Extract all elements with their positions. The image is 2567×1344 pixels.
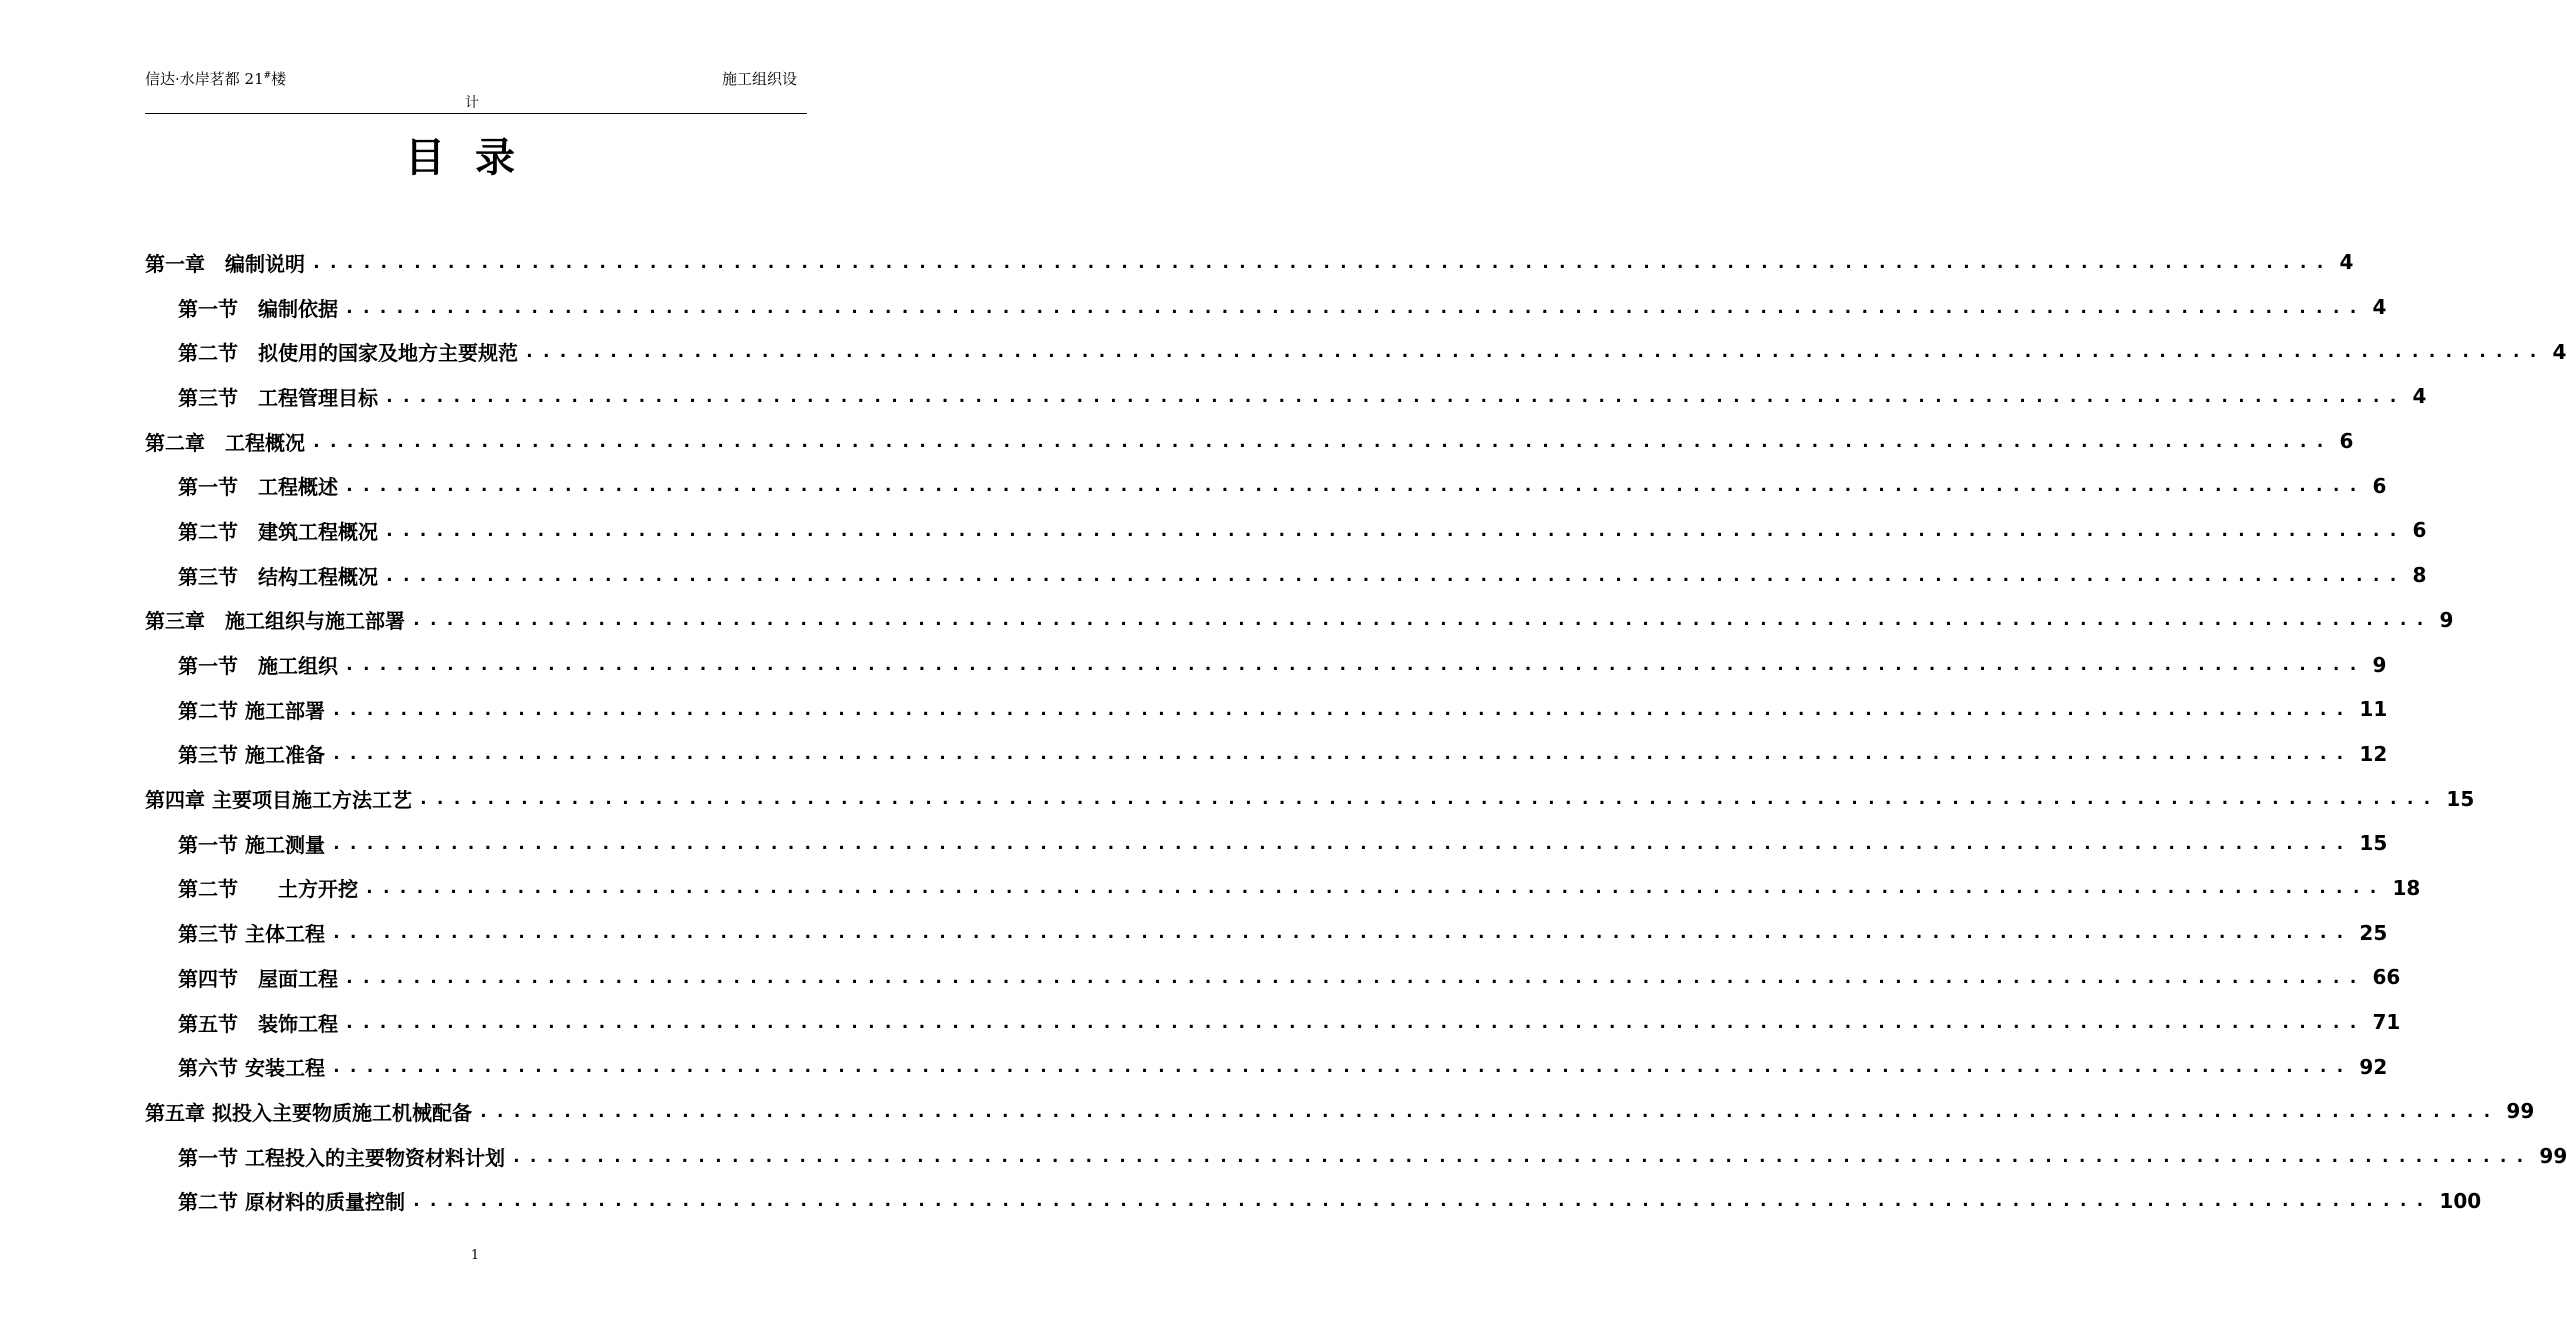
- toc-leader-dots: ........................................................................................................................: [344, 654, 2365, 676]
- toc-page-number: 99: [2506, 1099, 2535, 1124]
- toc-entry-label: 第三章 施工组织与施工部署: [145, 609, 405, 634]
- toc-page-number: 15: [2359, 831, 2388, 856]
- toc-leader-dots: ........................................................................................................................: [411, 609, 2432, 631]
- toc-section-entry[interactable]: [145, 687, 2388, 732]
- toc-page-number: 4: [2339, 250, 2354, 275]
- toc-section-entry[interactable]: [145, 285, 2387, 330]
- toc-page-number: 6: [2339, 429, 2354, 454]
- toc-entry-label: 第三节 工程管理目标: [178, 385, 378, 410]
- toc-chapter-entry[interactable]: [145, 776, 2475, 821]
- toc-page-number: 6: [2372, 473, 2387, 498]
- toc-leader-dots: ........................................................................................................................: [311, 251, 2332, 273]
- toc-page-number: 6: [2412, 518, 2427, 543]
- toc-entry-label: 第一节 施工测量: [178, 832, 325, 857]
- toc-entry-label: 第四节 屋面工程: [178, 966, 338, 991]
- toc-page-number: 71: [2372, 1010, 2401, 1035]
- toc-page-number: 100: [2439, 1188, 2482, 1213]
- toc-section-entry[interactable]: [145, 1134, 2567, 1179]
- toc-page-number: 4: [2552, 339, 2567, 364]
- toc-entry-label: 第一节 工程概述: [178, 475, 338, 500]
- toc-entry-label: 第四章 主要项目施工方法工艺: [145, 788, 412, 813]
- toc-leader-dots: ........................................................................................................................: [417, 788, 2439, 810]
- header-divider: [145, 113, 807, 114]
- toc-entry-label: 第一节 工程投入的主要物资材料计划: [178, 1145, 505, 1170]
- toc-chapter-entry[interactable]: [145, 1089, 2535, 1134]
- toc-section-entry[interactable]: [145, 463, 2387, 508]
- toc-section-entry[interactable]: [145, 374, 2427, 419]
- toc-section-entry[interactable]: [145, 866, 2421, 911]
- toc-entry-label: 第五节 装饰工程: [178, 1011, 338, 1036]
- toc-section-entry[interactable]: [145, 732, 2388, 777]
- toc-section-entry[interactable]: [145, 910, 2388, 955]
- toc-page-number: 12: [2359, 741, 2388, 766]
- toc-leader-dots: ........................................................................................................................: [410, 1190, 2432, 1212]
- toc-entry-label: 第五章 拟投入主要物质施工机械配备: [145, 1100, 472, 1125]
- toc-leader-dots: ........................................................................................................................: [330, 922, 2352, 944]
- toc-leader-dots: ........................................................................................................................: [330, 832, 2352, 854]
- toc-section-entry[interactable]: [145, 1178, 2482, 1223]
- toc-page-number: 92: [2359, 1054, 2388, 1079]
- toc-leader-dots: ........................................................................................................................: [510, 1145, 2532, 1167]
- toc-section-entry[interactable]: [145, 1000, 2401, 1045]
- toc-section-entry[interactable]: [145, 329, 2567, 374]
- toc-page-number: 66: [2372, 965, 2401, 990]
- toc-section-entry[interactable]: [145, 821, 2388, 866]
- toc-page-number: 8: [2412, 563, 2427, 588]
- toc-leader-dots: ........................................................................................................................: [384, 385, 2405, 407]
- toc-page-number: 18: [2392, 875, 2421, 900]
- toc-leader-dots: ........................................................................................................................: [344, 296, 2365, 318]
- toc-entry-label: 第二章 工程概况: [145, 430, 305, 455]
- toc-entry-label: 第二节 拟使用的国家及地方主要规范: [178, 341, 518, 366]
- toc-section-entry[interactable]: [145, 1044, 2388, 1089]
- toc-page-number: 15: [2446, 786, 2475, 811]
- running-header-wrap: 计: [465, 95, 479, 111]
- toc-leader-dots: ........................................................................................................................: [330, 698, 2352, 720]
- toc-page-number: 25: [2359, 920, 2388, 945]
- toc-entry-label: 第六节 安装工程: [178, 1056, 325, 1081]
- toc-entry-label: 第三节 结构工程概况: [178, 564, 378, 589]
- toc-page-number: 9: [2372, 652, 2387, 677]
- page-title: 目录: [405, 135, 545, 181]
- toc-section-entry[interactable]: [145, 955, 2401, 1000]
- toc-leader-dots: ........................................................................................................................: [311, 430, 2332, 452]
- toc-page-number: 4: [2412, 384, 2427, 409]
- toc-entry-label: 第二节 原材料的质量控制: [178, 1190, 405, 1215]
- toc-section-entry[interactable]: [145, 642, 2387, 687]
- toc-leader-dots: ........................................................................................................................: [384, 519, 2405, 541]
- toc-chapter-entry[interactable]: [145, 598, 2454, 643]
- toc-entry-label: 第一节 编制依据: [178, 296, 338, 321]
- toc-entry-label: 第三节 主体工程: [178, 922, 325, 947]
- toc-leader-dots: ........................................................................................................................: [344, 1011, 2365, 1033]
- running-header-right: 施工组织设: [722, 70, 798, 88]
- toc-entry-label: 第二节 施工部署: [178, 698, 325, 723]
- toc-section-entry[interactable]: [145, 553, 2427, 598]
- header-left-suffix: 楼: [271, 70, 287, 88]
- running-header-left: [145, 68, 286, 89]
- toc-leader-dots: ........................................................................................................................: [330, 743, 2352, 765]
- toc-entry-label: 第一节 施工组织: [178, 654, 338, 679]
- page-number: 1: [470, 1248, 480, 1263]
- toc-page-number: 11: [2359, 697, 2388, 722]
- toc-leader-dots: ........................................................................................................................: [344, 966, 2365, 988]
- toc-leader-dots: ........................................................................................................................: [330, 1056, 2352, 1078]
- toc-page-number: 99: [2539, 1144, 2567, 1169]
- toc-entry-label: 第三节 施工准备: [178, 743, 325, 768]
- toc-entry-label: 第二节 土方开挖: [178, 877, 358, 902]
- toc-leader-dots: ........................................................................................................................: [344, 475, 2365, 497]
- toc-leader-dots: ........................................................................................................................: [384, 564, 2405, 586]
- toc-chapter-entry[interactable]: [145, 419, 2354, 464]
- toc-section-entry[interactable]: [145, 508, 2427, 553]
- toc-leader-dots: ........................................................................................................................: [524, 341, 2545, 363]
- header-superscript: #: [263, 71, 272, 81]
- toc-leader-dots: ........................................................................................................................: [477, 1100, 2499, 1122]
- header-left-text: 信达·水岸茗都 21: [145, 70, 264, 88]
- toc-page-number: 9: [2439, 607, 2454, 632]
- toc-page-number: 4: [2372, 295, 2387, 320]
- toc-entry-label: 第一章 编制说明: [145, 251, 305, 276]
- toc-chapter-entry[interactable]: [145, 240, 2354, 285]
- table-of-contents: [145, 240, 2567, 1223]
- toc-entry-label: 第二节 建筑工程概况: [178, 519, 378, 544]
- toc-leader-dots: ........................................................................................................................: [364, 877, 2385, 899]
